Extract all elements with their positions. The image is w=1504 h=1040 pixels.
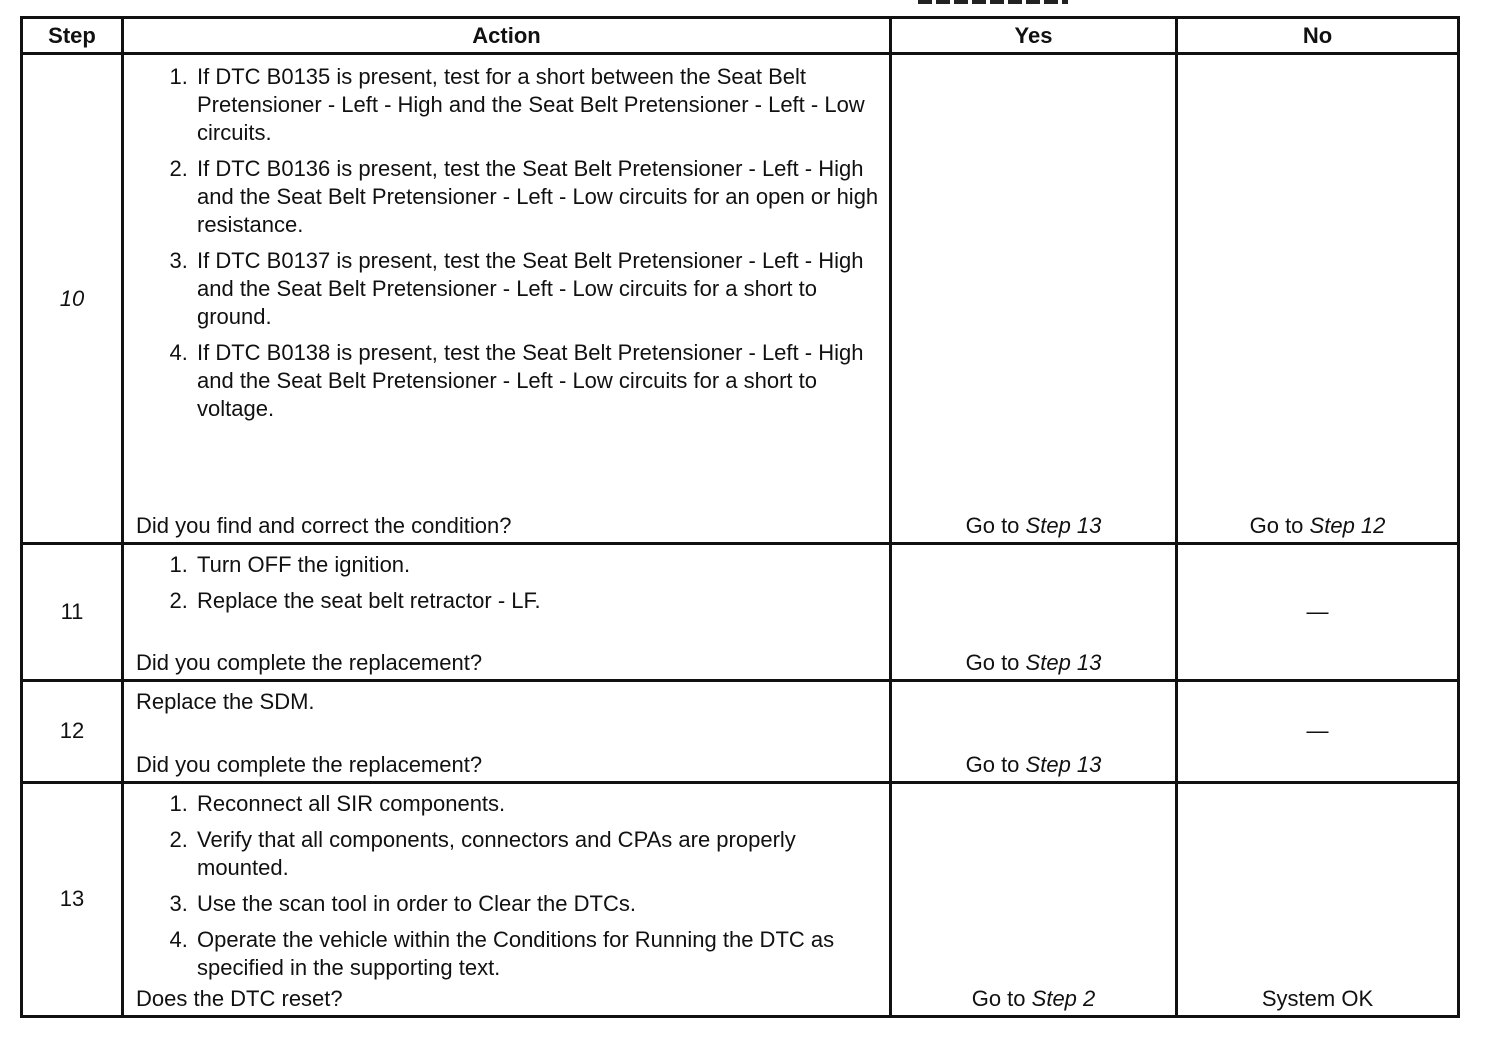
header-row	[22, 18, 1459, 54]
no-cell	[1177, 681, 1459, 782]
action-list	[124, 784, 889, 982]
action-item: 2. Replace the seat belt retractor - LF.	[194, 587, 889, 615]
no-prefix: Go to	[1249, 513, 1304, 539]
question-text: Did you find and correct the condition?	[136, 513, 512, 539]
action-item: 1. Reconnect all SIR components.	[194, 790, 889, 818]
diagnostic-table	[20, 16, 1460, 1018]
step-number: 12	[22, 681, 123, 782]
step-number: 10	[22, 54, 123, 544]
action-cell	[123, 681, 891, 782]
action-cell	[123, 544, 891, 681]
action-item: 1. Turn OFF the ignition.	[194, 551, 889, 579]
question-text: Did you complete the replacement?	[136, 650, 483, 676]
yes-cell	[891, 544, 1177, 681]
question-text: Does the DTC reset?	[136, 986, 343, 1011]
no-cell	[1177, 544, 1459, 681]
yes-step-link[interactable]: Step 13	[1025, 650, 1102, 676]
yes-prefix: Go to	[971, 986, 1026, 1011]
yes-prefix: Go to	[965, 650, 1020, 676]
action-item: 3. Use the scan tool in order to Clear the DTCs.	[194, 890, 889, 918]
no-cell	[1177, 782, 1459, 1017]
action-item: 1. If DTC B0135 is present, test for a short between the Seat Belt Pretensioner - Left - High and the Seat Belt Pretensioner - Left - Low circuits.	[194, 63, 889, 147]
table-row-step-10	[22, 54, 1459, 544]
action-item: 2. Verify that all components, connectors and CPAs are properly mounted.	[194, 826, 889, 882]
header-action: Action	[123, 18, 891, 54]
yes-prefix: Go to	[965, 751, 1020, 777]
action-item: 3. If DTC B0137 is present, test the Seat Belt Pretensioner - Left - High and the Seat Belt Pretensioner - Left - Low circuits for a short to ground.	[194, 247, 889, 331]
yes-step-link[interactable]: Step 13	[1025, 751, 1102, 777]
action-item: 4. Operate the vehicle within the Conditions for Running the DTC as specified in the supporting text.	[194, 926, 889, 982]
action-cell	[123, 782, 891, 1017]
action-item: 2. If DTC B0136 is present, test the Seat Belt Pretensioner - Left - High and the Seat Belt Pretensioner - Left - Low circuits for an open or high resistance.	[194, 155, 889, 239]
no-step-link[interactable]: Step 12	[1309, 513, 1386, 539]
cropped-header-mark	[918, 0, 1068, 4]
action-item: 4. If DTC B0138 is present, test the Seat Belt Pretensioner - Left - High and the Seat Belt Pretensioner - Left - Low circuits for a short to voltage.	[194, 339, 889, 423]
action-list	[124, 55, 889, 423]
action-cell	[123, 54, 891, 544]
step-number: 13	[22, 782, 123, 1017]
header-yes: Yes	[891, 18, 1177, 54]
header-no: No	[1177, 18, 1459, 54]
table-row-step-13	[22, 782, 1459, 1017]
no-dash: —	[1306, 718, 1329, 744]
no-result-text: System OK	[1261, 986, 1374, 1011]
yes-cell	[891, 54, 1177, 544]
table-row-step-11	[22, 544, 1459, 681]
no-cell	[1177, 54, 1459, 544]
action-list	[124, 545, 889, 615]
header-step: Step	[22, 18, 123, 54]
yes-prefix: Go to	[965, 513, 1020, 539]
yes-cell	[891, 782, 1177, 1017]
question-text: Did you complete the replacement?	[136, 751, 483, 777]
table-row-step-12	[22, 681, 1459, 782]
action-text: Replace the SDM.	[136, 689, 315, 715]
no-dash: —	[1306, 599, 1329, 625]
step-number: 11	[22, 544, 123, 681]
yes-step-link[interactable]: Step 2	[1031, 986, 1096, 1011]
yes-cell	[891, 681, 1177, 782]
yes-step-link[interactable]: Step 13	[1025, 513, 1102, 539]
